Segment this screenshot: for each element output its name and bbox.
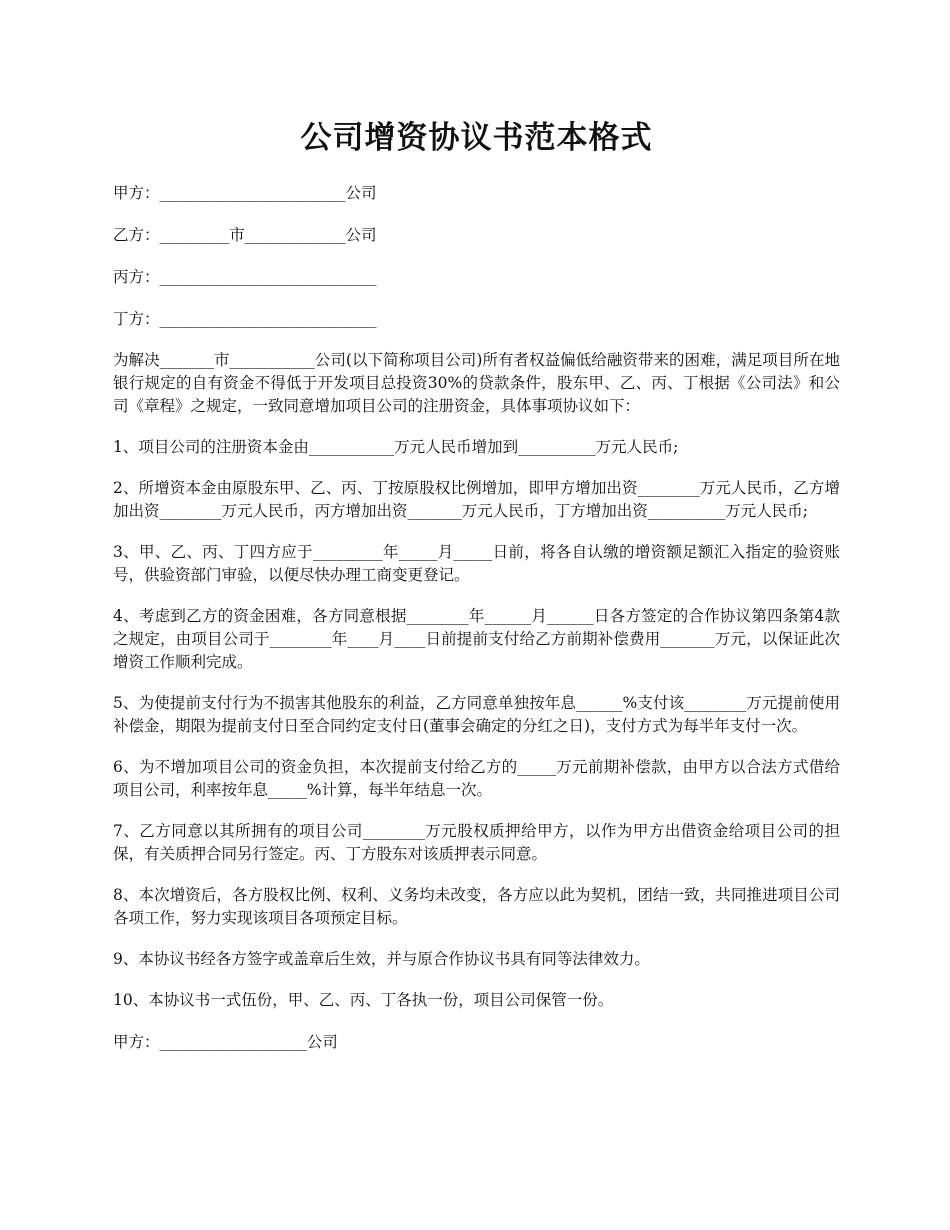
clause-8: 8、本次增资后，各方股权比例、权利、义务均未改变，各方应以此为契机，团结一致，共同推进项目公司各项工作，努力实现该项目各项预定目标。 bbox=[113, 886, 840, 927]
party-a-line: 甲方：________________________公司 bbox=[113, 184, 377, 202]
clause-4: 4、考虑到乙方的资金困难，各方同意根据________年______月______日各方签定的合作协议第四条第4款之规定，由项目公司于________年____月____日前提前支付给乙方前期补偿费用_______万元，以保证此次增资工作顺利完成。 bbox=[113, 607, 840, 671]
clause-3: 3、甲、乙、丙、丁四方应于_________年_____月_____日前，将各自认缴的增资额足额汇入指定的验资账号，供验资部门审验，以便尽快办理工商变更登记。 bbox=[113, 543, 840, 584]
party-d-line: 丁方：____________________________ bbox=[113, 310, 377, 328]
signature-party-a: 甲方：___________________公司 bbox=[113, 1033, 338, 1051]
clause-7: 7、乙方同意以其所拥有的项目公司________万元股权质押给甲方，以作为甲方出借资金给项目公司的担保，有关质押合同另行签定。丙、丁方股东对该质押表示同意。 bbox=[113, 822, 840, 863]
clause-6: 6、为不增加项目公司的资金负担，本次提前支付给乙方的_____万元前期补偿款，由甲方以合法方式借给项目公司，利率按年息_____%计算，每半年结息一次。 bbox=[113, 758, 840, 799]
clause-5: 5、为使提前支付行为不损害其他股东的利益，乙方同意单独按年息______%支付该________万元提前使用补偿金，期限为提前支付日至合同约定支付日(董事会确定的分红之日)，支付方式为每半年支付一次。 bbox=[113, 694, 840, 735]
party-b-line: 乙方：_________市_____________公司 bbox=[113, 226, 377, 244]
clause-1: 1、项目公司的注册资本金由___________万元人民币增加到__________万元人民币; bbox=[113, 438, 679, 456]
party-c-line: 丙方：____________________________ bbox=[113, 268, 377, 286]
clause-9: 9、本协议书经各方签字或盖章后生效，并与原合作协议书具有同等法律效力。 bbox=[113, 950, 650, 968]
document-title: 公司增资协议书范本格式 bbox=[300, 120, 653, 156]
clause-2: 2、所增资本金由原股东甲、乙、丙、丁按原股权比例增加，即甲方增加出资________万元人民币，乙方增加出资________万元人民币，丙方增加出资_______万元人民币，丁方增加出资__________万元人民币; bbox=[113, 479, 840, 520]
clause-10: 10、本协议书一式伍份，甲、乙、丙、丁各执一份，项目公司保管一份。 bbox=[113, 991, 614, 1009]
intro-paragraph: 为解决_______市___________公司(以下简称项目公司)所有者权益偏低给融资带来的困难，满足项目所在地银行规定的自有资金不得低于开发项目总投资30%的贷款条件，股东甲、乙、丙、丁根据《公司法》和公司《章程》之规定，一致同意增加项目公司的注册资金，具体事项协议如下： bbox=[113, 351, 840, 415]
